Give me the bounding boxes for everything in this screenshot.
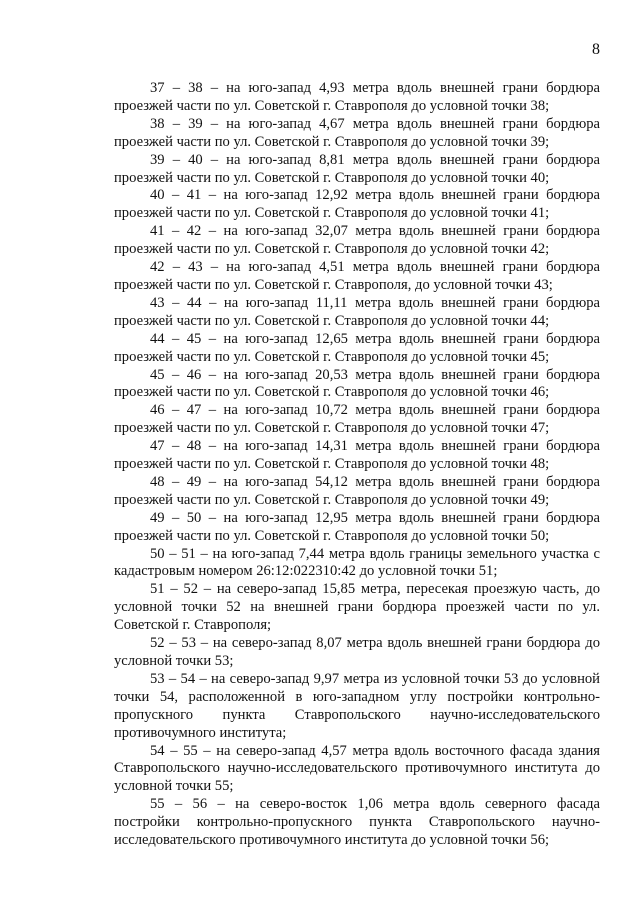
paragraph-47-48: 47 – 48 – на юго-запад 14,31 метра вдоль внешней грани бордюра проезжей части по ул. Советской г. Ставрополя до условной точки 48; bbox=[114, 438, 600, 473]
page-number: 8 bbox=[592, 41, 600, 58]
paragraph-50-51: 50 – 51 – на юго-запад 7,44 метра вдоль границы земельного участка с кадастровым номером 26:12:022310:42 до условной точки 51; bbox=[114, 545, 600, 580]
paragraph-49-50: 49 – 50 – на юго-запад 12,95 метра вдоль внешней грани бордюра проезжей части по ул. Советской г. Ставрополя до условной точки 50; bbox=[114, 509, 600, 544]
paragraph-53-54: 53 – 54 – на северо-запад 9,97 метра из условной точки 53 до условной точки 54, расположенной в юго-западном углу постройки контрольно-пропускного пункта Ставропольского научно-исследовательского противочумного института; bbox=[114, 670, 600, 741]
paragraph-48-49: 48 – 49 – на юго-запад 54,12 метра вдоль внешней грани бордюра проезжей части по ул. Советской г. Ставрополя до условной точки 49; bbox=[114, 473, 600, 508]
document-body bbox=[114, 80, 600, 850]
paragraph-38-39: 38 – 39 – на юго-запад 4,67 метра вдоль внешней грани бордюра проезжей части по ул. Советской г. Ставрополя до условной точки 39; bbox=[114, 115, 600, 150]
paragraph-54-55: 54 – 55 – на северо-запад 4,57 метра вдоль восточного фасада здания Ставропольского научно-исследовательского противочумного института до условной точки 55; bbox=[114, 742, 600, 795]
paragraph-41-42: 41 – 42 – на юго-запад 32,07 метра вдоль внешней грани бордюра проезжей части по ул. Советской г. Ставрополя до условной точки 42; bbox=[114, 223, 600, 258]
paragraph-44-45: 44 – 45 – на юго-запад 12,65 метра вдоль внешней грани бордюра проезжей части по ул. Советской г. Ставрополя до условной точки 45; bbox=[114, 330, 600, 365]
paragraph-43-44: 43 – 44 – на юго-запад 11,11 метра вдоль внешней грани бордюра проезжей части по ул. Советской г. Ставрополя до условной точки 44; bbox=[114, 294, 600, 329]
paragraph-39-40: 39 – 40 – на юго-запад 8,81 метра вдоль внешней грани бордюра проезжей части по ул. Советской г. Ставрополя до условной точки 40; bbox=[114, 151, 600, 186]
paragraph-42-43: 42 – 43 – на юго-запад 4,51 метра вдоль внешней грани бордюра проезжей части по ул. Советской г. Ставрополя, до условной точки 43; bbox=[114, 259, 600, 293]
paragraph-52-53: 52 – 53 – на северо-запад 8,07 метра вдоль внешней грани бордюра до условной точки 53; bbox=[114, 635, 600, 669]
paragraph-40-41: 40 – 41 – на юго-запад 12,92 метра вдоль внешней грани бордюра проезжей части по ул. Советской г. Ставрополя до условной точки 41; bbox=[114, 187, 600, 222]
paragraph-45-46: 45 – 46 – на юго-запад 20,53 метра вдоль внешней грани бордюра проезжей части по ул. Советской г. Ставрополя до условной точки 46; bbox=[114, 366, 600, 401]
paragraph-46-47: 46 – 47 – на юго-запад 10,72 метра вдоль внешней грани бордюра проезжей части по ул. Советской г. Ставрополя до условной точки 47; bbox=[114, 402, 600, 437]
paragraph-51-52: 51 – 52 – на северо-запад 15,85 метра, пересекая проезжую часть, до условной точки 52 на внешней грани бордюра проезжей части по ул. Советской г. Ставрополя; bbox=[114, 581, 600, 634]
paragraph-37-38: 37 – 38 – на юго-запад 4,93 метра вдоль внешней грани бордюра проезжей части по ул. Советской г. Ставрополя до условной точки 38; bbox=[114, 80, 600, 114]
paragraph-55-56: 55 – 56 – на северо-восток 1,06 метра вдоль северного фасада постройки контрольно-пропускного пункта Ставропольского научно-исследовательского противочумного института до условной точки 56; bbox=[114, 796, 600, 849]
